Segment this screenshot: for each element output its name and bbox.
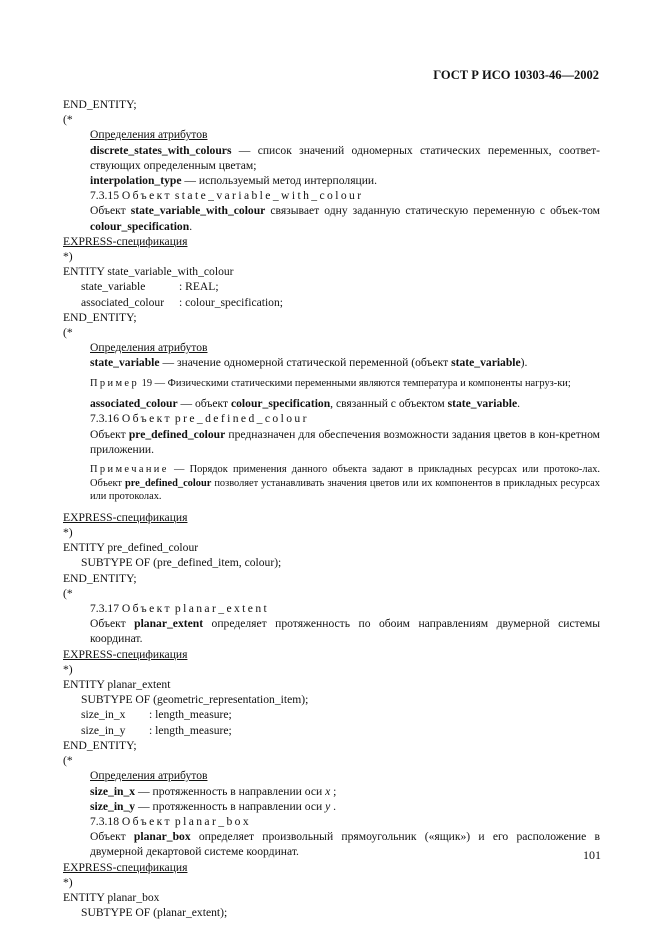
entity-declaration: ENTITY pre_defined_colour: [63, 541, 199, 555]
note: Примечание — Порядок применения данного объекта задают в прикладных ресурсах или протоко-лах. Объект pre_defined_colour позволяет устанавливать значения цветов или их компонентов в прикладных ресурсах или протоколах.: [90, 464, 600, 503]
entity-declaration: ENTITY state_variable_with_colour: [63, 265, 234, 279]
document-body: [63, 97, 600, 920]
section-desc-7-3-15: Объект state_variable_with_colour связывает одну заданную статическую переменную с объек-том colour_specification.: [90, 204, 600, 233]
comment-close: *): [63, 250, 73, 264]
page-number: 101: [583, 848, 601, 862]
comment-close: *): [63, 875, 73, 889]
attr-defs-heading: Определения атрибутов: [90, 769, 208, 783]
entity-declaration: ENTITY planar_extent: [63, 678, 171, 692]
size-in-y-def: size_in_y — протяженность в направлении оси y .: [90, 799, 337, 813]
entity-subtype: SUBTYPE OF (geometric_representation_item);: [81, 693, 309, 707]
attr-defs-heading: Определения атрибутов: [90, 341, 208, 355]
example-note: Пример 19 — Физическими статическими переменными являются температура и компоненты нагруз-ки;: [90, 377, 571, 389]
size-in-x-def: size_in_x — протяженность в направлении оси x ;: [90, 784, 337, 798]
entity-subtype: SUBTYPE OF (pre_defined_item, colour);: [81, 556, 282, 570]
discrete-states-def: discrete_states_with_colours — список значений одномерных статических переменных, соответ-ствующих определенным цветам;: [90, 143, 600, 172]
express-spec-heading: EXPRESS-спецификация: [63, 234, 188, 248]
comment-close: *): [63, 662, 73, 676]
comment-open: (*: [63, 113, 73, 127]
end-entity-line: END_ENTITY;: [63, 738, 137, 752]
express-spec-heading: EXPRESS-спецификация: [63, 647, 188, 661]
entity-attribute: size_in_y : length_measure;: [81, 723, 232, 737]
end-entity-line: END_ENTITY;: [63, 98, 137, 111]
entity-subtype: SUBTYPE OF (planar_extent);: [81, 906, 228, 920]
express-spec-heading: EXPRESS-спецификация: [63, 510, 188, 524]
section-desc-7-3-17: Объект planar_extent определяет протяженность по обоим направлениям двумерной системы координат.: [90, 617, 600, 646]
associated-colour-def: associated_colour — объект colour_specification, связанный с объектом state_variable.: [90, 397, 521, 411]
express-spec-heading: EXPRESS-спецификация: [63, 860, 188, 874]
comment-open: (*: [63, 754, 73, 768]
comment-open: (*: [63, 326, 73, 340]
end-entity-line: END_ENTITY;: [63, 571, 137, 585]
section-heading-7-3-15: 7.3.15 Объект state_variable_with_colour: [90, 189, 364, 203]
section-desc-7-3-18: Объект planar_box определяет произвольный прямоугольник («ящик») и его расположение в двумерной декартовой системе координат.: [90, 830, 600, 859]
page-header: ГОСТ Р ИСО 10303-46—2002: [433, 68, 599, 82]
term: interpolation_type: [90, 174, 182, 188]
entity-attribute: associated_colour : colour_specification;: [81, 295, 283, 309]
attr-defs-heading: Определения атрибутов: [90, 128, 208, 142]
entity-attribute: state_variable : REAL;: [81, 280, 219, 294]
section-heading-7-3-17: 7.3.17 Объект planar_extent: [90, 602, 270, 616]
comment-close: *): [63, 526, 73, 540]
section-desc-7-3-16: Объект pre_defined_colour предназначен для обеспечения возможности задания цветов в кон-кретном приложении.: [90, 427, 600, 456]
interpolation-def: interpolation_type — используемый метод интерполяции.: [90, 174, 378, 188]
term: discrete_states_with_colours: [90, 143, 232, 157]
end-entity-line: END_ENTITY;: [63, 310, 137, 324]
section-heading-7-3-16: 7.3.16 Объект pre_defined_colour: [90, 412, 309, 426]
section-heading-7-3-18: 7.3.18 Объект planar_box: [90, 814, 252, 828]
entity-attribute: size_in_x : length_measure;: [81, 708, 232, 722]
entity-declaration: ENTITY planar_box: [63, 890, 160, 904]
comment-open: (*: [63, 586, 73, 600]
state-variable-def: state_variable — значение одномерной статической переменной (объект state_variable).: [90, 356, 528, 370]
